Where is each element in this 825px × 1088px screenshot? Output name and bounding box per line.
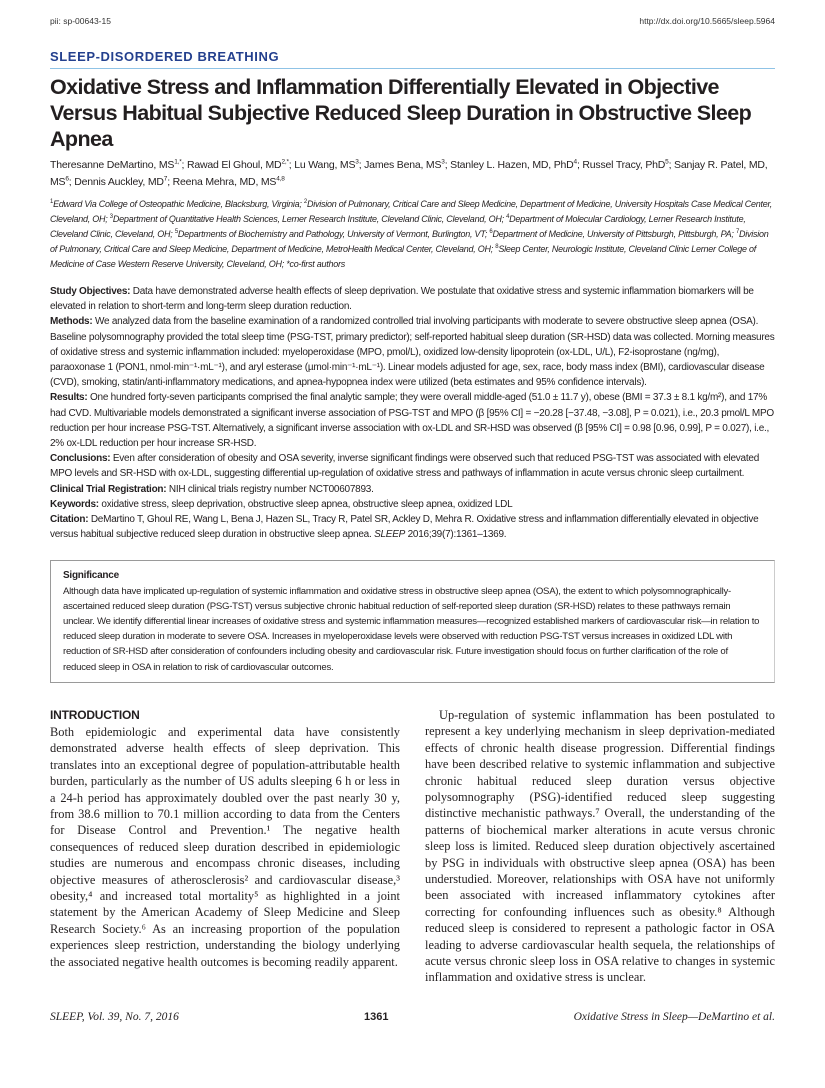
affiliation-number: 7 (735, 229, 740, 235)
methods-label: Methods: (50, 316, 93, 328)
author: Theresanne DeMartino, $MS^{1,*}$ (50, 158, 182, 171)
affiliation: Departments of Biochemistry and Pathology, University of Vermont, Burlington, VT; (177, 229, 490, 239)
abstract (50, 284, 775, 542)
keywords-label: Keywords: (50, 498, 99, 510)
significance-box (50, 560, 775, 682)
intro-column-right (425, 707, 775, 986)
citation-label: Citation: (50, 514, 89, 526)
intro-columns (50, 707, 775, 986)
affiliation: Edward Via College of Osteopathic Medicine, Blacksburg, Virginia; (53, 199, 304, 209)
affiliation: Department of Molecular Cardiology, Lerner Research Institute, Cleveland Clinic, Cleveland, OH; (50, 214, 746, 239)
affiliation-number: 3 (109, 214, 113, 220)
page-footer (50, 1010, 775, 1044)
affiliations (50, 197, 775, 272)
affiliation: Department of Medicine, University of Pittsburgh, Pittsburgh, PA; (492, 229, 736, 239)
author-affiliation-mark: 5 (665, 158, 669, 166)
affiliation-number: 4 (506, 214, 510, 220)
trial-label: Clinical Trial Registration: (50, 483, 167, 495)
objectives-label: Study Objectives: (50, 286, 131, 297)
affiliation-number: 2 (303, 199, 307, 205)
trial-text: NIH clinical trials registry number NCT00607893. (168, 483, 374, 495)
keywords-text: oxidative stress, sleep deprivation, obstructive sleep apnea, obstructive sleep apnea, oxidized LDL (101, 498, 513, 510)
author-affiliation-mark: 3 (441, 158, 445, 166)
affiliation-number: 5 (174, 229, 178, 235)
intro-paragraph-1: Both epidemiologic and experimental data have consistently demonstrated adverse health effects of sleep deprivation. This translates into an exceptional degree of population-attributable health burden, particularly as the number of US adults sleeping 6 h or less in a 24-h period has approximately doubled over the past nearly 30 y, from 38.6 million to 70.1 million according to data from the Centers for Disease Control and Prevention.¹ The negative health consequences of reduced sleep duration described in epidemiologic studies are numerous and encompass chronic diseases, including objective measures of atherosclerosis² and cardiovascular disease,³ obesity,⁴ and increased total mortality⁵ as highlighted in a joint statement by the American Academy of Sleep Medicine and Sleep Research Society.⁶ As an increasing proportion of the population experiences sleep restriction, understanding the biology underlying the associated negative health outcomes is becoming readily apparent. (50, 724, 400, 969)
intro-column-left (50, 707, 400, 970)
author-affiliation-mark: 1,* (174, 158, 182, 166)
abstract-objectives (50, 284, 775, 314)
doi-link[interactable]: http://dx.doi.org/10.5665/sleep.5964 (639, 16, 775, 26)
conclusions-label: Conclusions: (50, 453, 111, 465)
author-affiliation-mark: 7 (163, 175, 168, 183)
results-text: One hundred forty-seven participants comprised the final analytic sample; they were overall middle-aged (51.0 ± 11.7 y), obese (BMI = 37.3 ± 8.1 kg/m²), and 17% had CVD. Multivariable models demonstrated a significant inverse association of PSG-TST and MPO (β [95% CI] = −20.28 [−37.48, −3.08], P = 0.021), i.e., 20.3 pmol/L MPO reduction per hour increase PSG-TST. Alternatively, a significant inverse association with ox-LDL and SR-HSD was observed (β [95% CI] = 0.98 [0.96, 0.99], P = 0.027), i.e., 2% ox-LDL reduction per hour increase SR-HSD. (50, 392, 774, 450)
author-affiliation-mark: 3 (355, 158, 359, 166)
author: Russel Tracy, PhD$^5$ (582, 158, 669, 171)
author-list: Theresanne DeMartino, $MS^{1,*}$; Rawad El Ghoul, $MD^{2,*}$; Lu Wang, $MS^3$; James Bena, $MS^3$; Stanley L. Hazen, MD, PhD$^4$; Russel Tracy, PhD$^5$; Sanjay R. Patel, MD, $MS^6$; Dennis Auckley, $MD^7$; Reena Mehra, MD, MS$^{4,8}$ (50, 158, 768, 188)
methods-text: We analyzed data from the baseline examination of a randomized controlled trial involving participants with moderate to severe obstructive sleep apnea (OSA). Baseline polysomnography provided the total sleep time (PSG-TST, primary predictor); self-reported habitual sleep duration (SR-HSD) data was collected. Morning measures of oxidative stress and systemic inflammation included: myeloperoxidase (MPO, pmol/L), oxidized low-density lipoprotein (ox-LDL, U/L), F2-isoprostane (ng/mg), paraoxonase 1 (PON1, nmol·min⁻¹·mL⁻¹), and aryl esterase (µmol·min⁻¹·mL⁻¹). Linear models adjusted for age, sex, race, body mass index (BMI), cardiovascular disease (CVD), smoking, statin/anti-inflammatory medications, and apnea-hypopnea index were utilized (beta estimates and 95% confidence intervals). (50, 316, 775, 389)
author: Rawad El Ghoul, $MD^{2,*}$ (186, 158, 289, 171)
author-affiliation-mark: 4,8 (276, 175, 285, 183)
author-affiliation-mark: 2,* (281, 158, 289, 166)
author: Reena Mehra, MD, MS$^{4,8}$ (172, 175, 285, 188)
citation-text: DeMartino T, Ghoul RE, Wang L, Bena J, Hazen SL, Tracy R, Patel SR, Ackley D, Mehra R. Oxidative stress and inflammation differentially elevated in objective versus habitual subjective reduced sleep duration in obstructive sleep apnea. (50, 514, 759, 541)
footer-journal: SLEEP, Vol. 39, No. 7, 2016 (50, 1010, 179, 1023)
significance-heading: Significance (63, 570, 119, 582)
abstract-citation (50, 512, 775, 542)
author: Lu Wang, $MS^3$ (294, 158, 359, 171)
author: Dennis Auckley, $MD^7$ (74, 175, 168, 188)
affiliation-number: 1 (50, 199, 54, 205)
affiliation-number: 6 (489, 229, 493, 235)
affiliation-number: 8 (495, 244, 499, 250)
affiliation: *co-first authors (286, 259, 346, 269)
section-label: SLEEP-DISORDERED BREATHING (50, 49, 280, 64)
affiliation: Division of Pulmonary, Critical Care and Sleep Medicine, Department of Medicine, MetroHealth Medical Center, Cleveland, OH; (50, 229, 769, 254)
abstract-keywords (50, 497, 775, 512)
author: Stanley L. Hazen, MD, PhD$^4$ (450, 158, 577, 171)
section-divider (50, 68, 775, 69)
citation-journal: SLEEP (374, 529, 406, 541)
running-title: Oxidative Stress in Sleep—DeMartino et al. (573, 1010, 775, 1023)
running-header (50, 16, 775, 27)
results-label: Results: (50, 392, 88, 404)
abstract-methods (50, 314, 775, 390)
affiliation: Sleep Center, Neurologic Institute, Cleveland Clinic Lerner College of Medicine of Case Western Reserve University, Cleveland, OH; (50, 244, 757, 269)
abstract-trial (50, 482, 775, 497)
conclusions-text: Even after consideration of obesity and OSA severity, inverse significant findings were observed such that reduced PSG-TST was associated with elevated MPO levels and SR-HSD with ox-LDL, suggesting differential up-regulation of oxidative stress and pathways of inflammation in acute versus chronic sleep curtailment. (50, 453, 760, 480)
affiliation: Department of Quantitative Health Sciences, Lerner Research Institute, Cleveland Clinic, Cleveland, OH; (112, 214, 507, 224)
page (50, 0, 775, 1044)
page-number: 1361 (363, 1010, 389, 1023)
affiliation: Division of Pulmonary, Critical Care and Sleep Medicine, Department of Medicine, University Hospitals Case Medical Center, Cleveland, OH; (50, 199, 773, 224)
intro-paragraph-2: Up-regulation of systemic inflammation has been postulated to represent a key underlying mechanism in sleep deprivation-mediated effects of chronic health disease progression. Differential findings have been described relative to systemic inflammation and subjective chronic habitual reduced sleep duration versus objective polysomnography (PSG)-identified reduced sleep suggesting distinctive mechanistic pathways.⁷ Overall, the understanding of the patterns of biochemical marker alterations in acute versus chronic sleep loss is limited. Reduced sleep duration objectively ascertained by PSG in individuals with obstructive sleep apnea (OSA) has been understudied. Moreover, relationships with OSA have not uniformly been associated with increased inflammatory cytokines after correcting for confounding influences such as obesity.⁸ Although reduced sleep is considered to represent a pathologic factor in OSA leading to adverse cardiovascular health sequela, the relationships of acute versus chronic sleep loss in OSA relative to changes in systemic inflammation and oxidative stress is unclear. (425, 707, 775, 985)
significance-text: Although data have implicated up-regulation of systemic inflammation and oxidative stress in obstructive sleep apnea (OSA), the extent to which polysomnographically-ascertained reduced sleep duration (PSG-TST) versus subjective chronic habitual reduction of self-reported sleep duration (SR-HSD) relates to these pathways remain unclear. We identify differential linear increases of oxidative stress and systemic inflammation measures—recognized established markers of cardiovascular risk—in relation to reduced sleep duration in moderate to severe OSA. Increases in myeloperoxidase levels were observed with reduction PSG-TST versus increases in oxidized LDL with reduction of SR-HSD after consideration of confounders including obesity and cardiovascular risk. Future investigation should focus on further clarification of the role of reduced sleep in OSA in relation to risk of cardiovascular outcomes. (63, 585, 760, 673)
author-affiliation-mark: 4 (573, 158, 577, 166)
intro-heading: INTRODUCTION (50, 707, 140, 722)
author: James Bena, $MS^3$ (364, 158, 445, 171)
pii-label: pii: sp-00643-15 (50, 16, 111, 26)
author-affiliation-mark: 6 (65, 175, 69, 183)
author: Sanjay R. Patel, MD, $MS^6$ (50, 159, 768, 188)
abstract-conclusions (50, 451, 775, 481)
objectives-text: Data have demonstrated adverse health effects of sleep deprivation. We postulate that oxidative stress and systemic inflammation biomarkers will be elevated in relation to short-term and long-term sleep duration reduction. (50, 286, 754, 313)
abstract-results (50, 390, 775, 451)
citation-ref: 2016;39(7):1361–1369. (407, 529, 507, 541)
article-title: Oxidative Stress and Inflammation Differentially Elevated in Objective Versus Habitual Subjective Reduced Sleep Duration in Obstructive Sleep Apnea (50, 75, 752, 151)
